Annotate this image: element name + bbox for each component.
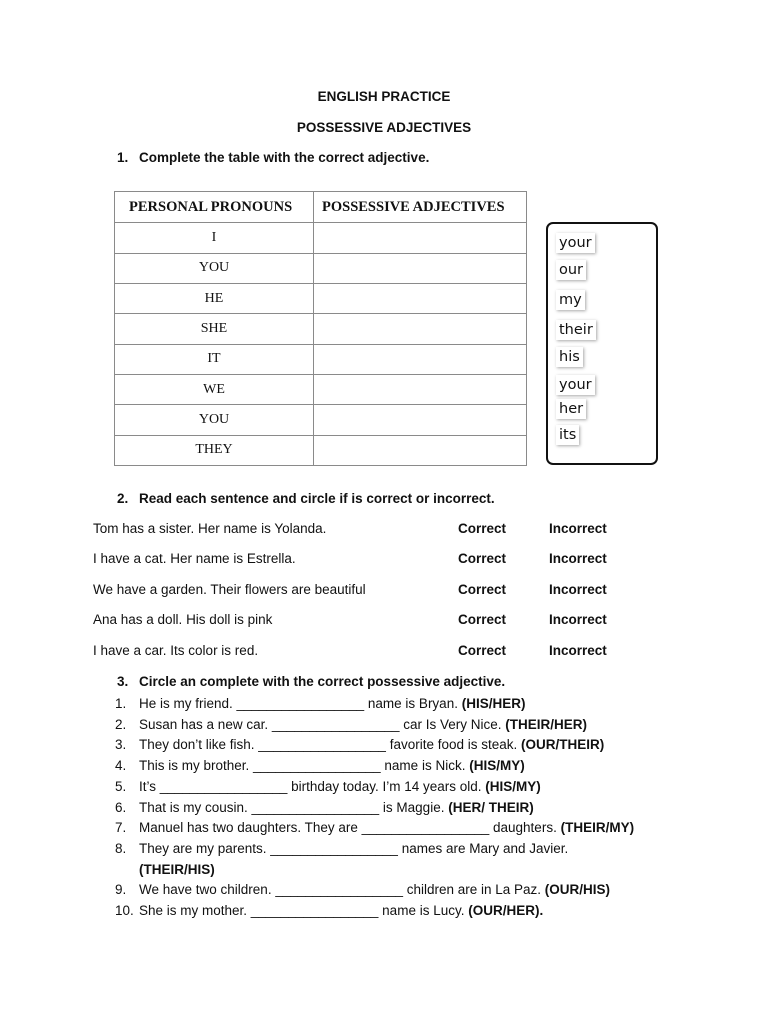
sentence-text: Tom has a sister. Her name is Yolanda. [93, 521, 327, 536]
answer-cell[interactable] [314, 283, 527, 313]
item-text: That is my cousin. _________________ is Maggie. [139, 799, 449, 815]
header-personal-pronouns: PERSONAL PRONOUNS [115, 192, 314, 223]
sentence-text: I have a cat. Her name is Estrella. [93, 551, 296, 566]
page-subtitle: POSSESSIVE ADJECTIVES [296, 120, 472, 135]
table-row [115, 223, 527, 253]
item-text: Manuel has two daughters. They are _________________ daughters. [139, 820, 561, 836]
item-options[interactable]: (THEIR/MY) [560, 820, 635, 836]
item-number: 10. [115, 903, 134, 919]
question-2-heading [117, 491, 495, 506]
word-chip: your [556, 233, 595, 253]
pronoun-cell: WE [115, 374, 314, 404]
list-item [115, 715, 715, 736]
word-chip: your [556, 375, 595, 395]
answer-cell[interactable] [314, 223, 527, 253]
sentence-row [93, 551, 653, 569]
word-chip: his [556, 347, 583, 367]
item-options[interactable]: (HIS/HER) [461, 696, 526, 711]
item-text: They are my parents. _________________ names are Mary and Javier. [139, 840, 569, 856]
table-header-row [115, 192, 527, 223]
pronoun-cell: SHE [115, 314, 314, 344]
item-options[interactable]: (HIS/MY) [469, 758, 525, 774]
list-item [115, 818, 715, 839]
item-number: 4. [115, 758, 127, 774]
item-text: It’s _________________ birthday today. I’m 14 years old. [139, 778, 486, 794]
question-1-text: Complete the table with the correct adjective. [139, 150, 430, 165]
question-3-number: 3. [117, 674, 129, 689]
question-1-number: 1. [117, 150, 129, 165]
incorrect-option[interactable]: Incorrect [549, 551, 607, 566]
item-number: 5. [115, 778, 127, 794]
table-row [115, 253, 527, 283]
item-number: 3. [115, 737, 127, 753]
answer-cell[interactable] [314, 405, 527, 435]
item-text: They don’t like fish. _________________ favorite food is steak. [139, 737, 522, 753]
sentence-text: Ana has a doll. His doll is pink [93, 612, 273, 627]
item-options[interactable]: (HIS/MY) [485, 778, 541, 794]
incorrect-option[interactable]: Incorrect [549, 582, 607, 597]
answer-cell[interactable] [314, 344, 527, 374]
sentence-row [93, 582, 653, 600]
table-row [115, 435, 527, 465]
item-options[interactable]: (OUR/THEIR) [521, 737, 605, 753]
item-number: 7. [115, 820, 127, 836]
list-item [115, 901, 715, 922]
word-chip: its [556, 425, 579, 445]
question-1-heading [117, 150, 429, 165]
pronoun-cell: HE [115, 283, 314, 313]
correct-option[interactable]: Correct [458, 582, 507, 597]
sentence-text: I have a car. Its color is red. [93, 643, 259, 658]
list-item [115, 756, 715, 777]
item-text: He is my friend. _________________ name is Bryan. [139, 696, 462, 711]
exercise-list [115, 694, 715, 922]
word-chip: their [556, 320, 596, 340]
item-options[interactable]: (THEIR/HER) [505, 716, 587, 732]
pronoun-cell: I [115, 223, 314, 253]
pronoun-cell: IT [115, 344, 314, 374]
pronoun-cell: THEY [115, 435, 314, 465]
list-item [115, 880, 715, 901]
answer-cell[interactable] [314, 374, 527, 404]
page-title: ENGLISH PRACTICE [317, 89, 451, 104]
item-options[interactable]: (OUR/HIS) [544, 882, 611, 898]
table-row [115, 344, 527, 374]
table-row [115, 374, 527, 404]
word-chip: my [556, 290, 585, 310]
item-options[interactable]: (OUR/HER). [468, 903, 544, 919]
question-2-number: 2. [117, 491, 129, 506]
list-item [115, 777, 715, 798]
item-text: This is my brother. _________________ name is Nick. [139, 758, 470, 774]
item-text: We have two children. _________________ children are in La Paz. [139, 882, 545, 898]
table-row [115, 314, 527, 344]
item-number: 2. [115, 716, 127, 732]
word-chip: her [556, 399, 586, 419]
item-options[interactable]: (HER/ THEIR) [448, 799, 534, 815]
answer-cell[interactable] [314, 314, 527, 344]
item-number: 1. [115, 696, 127, 711]
correct-option[interactable]: Correct [458, 612, 507, 627]
table-row [115, 283, 527, 313]
correct-option[interactable]: Correct [458, 643, 507, 658]
pronoun-cell: YOU [115, 253, 314, 283]
pronoun-table [114, 191, 527, 466]
pronoun-cell: YOU [115, 405, 314, 435]
incorrect-option[interactable]: Incorrect [549, 643, 607, 658]
question-2-text: Read each sentence and circle if is correct or incorrect. [139, 491, 495, 506]
answer-cell[interactable] [314, 253, 527, 283]
list-item [115, 839, 715, 880]
item-text: Susan has a new car. _________________ car Is Very Nice. [139, 716, 506, 732]
correct-option[interactable]: Correct [458, 521, 507, 536]
answer-cell[interactable] [314, 435, 527, 465]
list-item [115, 735, 715, 756]
header-possessive-adjectives: POSSESSIVE ADJECTIVES [314, 192, 527, 223]
list-item [115, 798, 715, 819]
sentence-row [93, 521, 653, 539]
table-row [115, 405, 527, 435]
item-number: 6. [115, 799, 127, 815]
incorrect-option[interactable]: Incorrect [549, 521, 607, 536]
word-chip: our [556, 260, 586, 280]
word-bank [546, 222, 658, 465]
sentence-row [93, 612, 653, 630]
list-item [115, 694, 715, 715]
incorrect-option[interactable]: Incorrect [549, 612, 607, 627]
question-3-text: Circle an complete with the correct possessive adjective. [139, 674, 506, 689]
item-number: 8. [115, 840, 127, 856]
sentence-row [93, 643, 653, 661]
item-number: 9. [115, 882, 127, 898]
question-3-heading [117, 674, 505, 689]
sentence-text: We have a garden. Their flowers are beautiful [93, 582, 366, 597]
correct-option[interactable]: Correct [458, 551, 507, 566]
item-options[interactable]: (THEIR/HIS) [139, 861, 215, 877]
item-text: She is my mother. _________________ name is Lucy. [139, 903, 469, 919]
